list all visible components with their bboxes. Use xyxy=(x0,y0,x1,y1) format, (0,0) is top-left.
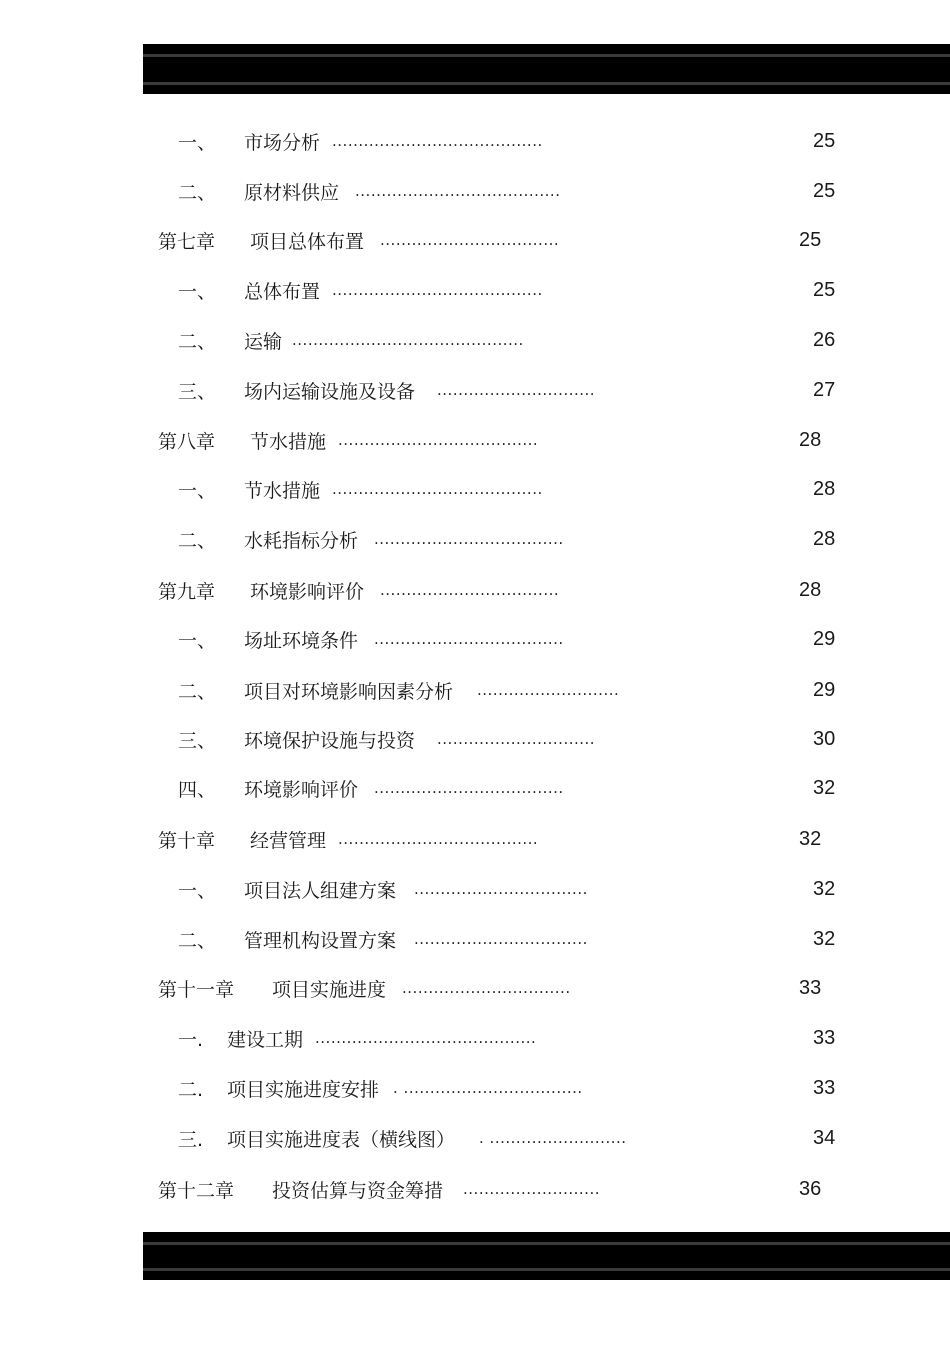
entry-title: 场址环境条件 xyxy=(244,629,359,652)
chapter-title: 项目实施进度 xyxy=(272,978,387,1001)
leader-dots: ...................................... xyxy=(338,431,539,449)
redacted-band-bottom xyxy=(143,1232,950,1280)
toc-entry[interactable] xyxy=(178,624,564,654)
chapter-page-number: 28 xyxy=(799,428,822,451)
chapter-page-number: 25 xyxy=(799,228,822,251)
chapter-page-number: 33 xyxy=(799,976,822,999)
entry-number: 一、 xyxy=(178,879,217,902)
chapter-number: 第十二章 xyxy=(158,1179,235,1202)
leader-dots: ...................................... xyxy=(338,830,539,848)
entry-page-number: 25 xyxy=(813,179,836,202)
entry-page-number: 32 xyxy=(813,776,836,799)
entry-page-number: 30 xyxy=(813,727,836,750)
entry-number: 一、 xyxy=(178,280,217,303)
toc-entry[interactable] xyxy=(178,126,543,156)
toc-entry[interactable] xyxy=(178,724,595,754)
entry-title: 环境影响评价 xyxy=(244,778,359,801)
toc-chapter[interactable] xyxy=(158,824,538,854)
entry-title: 管理机构设置方案 xyxy=(244,929,397,952)
leader-dots: .......................... xyxy=(463,1180,600,1198)
entry-title: 原材料供应 xyxy=(244,181,340,204)
chapter-number: 第八章 xyxy=(158,430,216,453)
leader-dots: .................................... xyxy=(374,630,564,648)
chapter-title: 环境影响评价 xyxy=(250,580,365,603)
toc-entry[interactable] xyxy=(178,1073,583,1103)
chapter-title: 项目总体布置 xyxy=(250,230,365,253)
toc-chapter[interactable] xyxy=(158,1174,600,1204)
entry-page-number: 26 xyxy=(813,328,836,351)
entry-title: 场内运输设施及设备 xyxy=(244,380,416,403)
entry-page-number: 29 xyxy=(813,678,836,701)
entry-title: 项目实施进度安排 xyxy=(227,1078,380,1101)
entry-number: 四、 xyxy=(178,778,217,801)
chapter-title: 投资估算与资金筹措 xyxy=(272,1179,444,1202)
chapter-number: 第九章 xyxy=(158,580,216,603)
chapter-page-number: 28 xyxy=(799,578,822,601)
entry-number: 一、 xyxy=(178,479,217,502)
leader-dots: ................................ xyxy=(402,979,571,997)
entry-title: 总体布置 xyxy=(244,280,321,303)
toc-entry[interactable] xyxy=(178,275,543,305)
entry-page-number: 25 xyxy=(813,129,836,152)
entry-number: 三. xyxy=(178,1128,204,1151)
leader-dots: .......................................... xyxy=(315,1029,537,1047)
entry-page-number: 29 xyxy=(813,627,836,650)
entry-number: 二、 xyxy=(178,680,217,703)
leader-dots: . .................................. xyxy=(393,1079,583,1097)
toc-entry[interactable] xyxy=(178,1123,627,1153)
entry-title: 项目实施进度表（横线图） xyxy=(227,1128,456,1151)
entry-number: 二、 xyxy=(178,181,217,204)
leader-dots: .............................. xyxy=(437,381,596,399)
toc-entry[interactable] xyxy=(178,375,595,405)
toc-entry[interactable] xyxy=(178,524,564,554)
leader-dots: ........................... xyxy=(477,681,620,699)
leader-dots: .................................. xyxy=(380,581,560,599)
leader-dots: ................................. xyxy=(414,930,588,948)
leader-dots: . .......................... xyxy=(479,1129,627,1147)
entry-number: 一、 xyxy=(178,131,217,154)
leader-dots: ............................................ xyxy=(292,331,524,349)
entry-page-number: 33 xyxy=(813,1076,836,1099)
entry-page-number: 25 xyxy=(813,278,836,301)
entry-page-number: 34 xyxy=(813,1126,836,1149)
leader-dots: .............................. xyxy=(437,730,596,748)
toc-entry[interactable] xyxy=(178,773,564,803)
chapter-page-number: 32 xyxy=(799,827,822,850)
leader-dots: .................................. xyxy=(380,231,560,249)
entry-title: 建设工期 xyxy=(227,1028,304,1051)
entry-page-number: 32 xyxy=(813,877,836,900)
leader-dots: ....................................... xyxy=(355,182,561,200)
entry-title: 节水措施 xyxy=(244,479,321,502)
entry-number: 三、 xyxy=(178,380,217,403)
chapter-title: 节水措施 xyxy=(250,430,327,453)
entry-page-number: 33 xyxy=(813,1026,836,1049)
entry-title: 环境保护设施与投资 xyxy=(244,729,416,752)
entry-number: 二、 xyxy=(178,330,217,353)
entry-page-number: 28 xyxy=(813,527,836,550)
entry-number: 二. xyxy=(178,1078,204,1101)
entry-number: 三、 xyxy=(178,729,217,752)
chapter-number: 第十一章 xyxy=(158,978,235,1001)
toc-chapter[interactable] xyxy=(158,425,538,455)
entry-number: 二、 xyxy=(178,929,217,952)
toc-entry[interactable] xyxy=(178,675,619,705)
toc-entry[interactable] xyxy=(178,874,588,904)
entry-title: 项目对环境影响因素分析 xyxy=(244,680,454,703)
leader-dots: .................................... xyxy=(374,530,564,548)
entry-page-number: 27 xyxy=(813,378,836,401)
toc-chapter[interactable] xyxy=(158,575,559,605)
entry-page-number: 32 xyxy=(813,927,836,950)
entry-number: 一. xyxy=(178,1028,204,1051)
toc-entry[interactable] xyxy=(178,176,560,206)
chapter-number: 第七章 xyxy=(158,230,216,253)
entry-page-number: 28 xyxy=(813,477,836,500)
toc-chapter[interactable] xyxy=(158,973,571,1003)
leader-dots: ........................................ xyxy=(332,480,543,498)
leader-dots: ................................. xyxy=(414,880,588,898)
toc-chapter[interactable] xyxy=(158,225,559,255)
entry-title: 市场分析 xyxy=(244,131,321,154)
leader-dots: ........................................ xyxy=(332,132,543,150)
leader-dots: ........................................ xyxy=(332,281,543,299)
chapter-number: 第十章 xyxy=(158,829,216,852)
chapter-page-number: 36 xyxy=(799,1177,822,1200)
entry-title: 运输 xyxy=(244,330,283,353)
toc-entry[interactable] xyxy=(178,325,524,355)
toc-entry[interactable] xyxy=(178,924,588,954)
chapter-title: 经营管理 xyxy=(250,829,327,852)
toc-entry[interactable] xyxy=(178,474,543,504)
leader-dots: .................................... xyxy=(374,779,564,797)
toc-entry[interactable] xyxy=(178,1023,536,1053)
entry-number: 二、 xyxy=(178,529,217,552)
redacted-band-top xyxy=(143,44,950,94)
entry-number: 一、 xyxy=(178,629,217,652)
entry-title: 水耗指标分析 xyxy=(244,529,359,552)
entry-title: 项目法人组建方案 xyxy=(244,879,397,902)
